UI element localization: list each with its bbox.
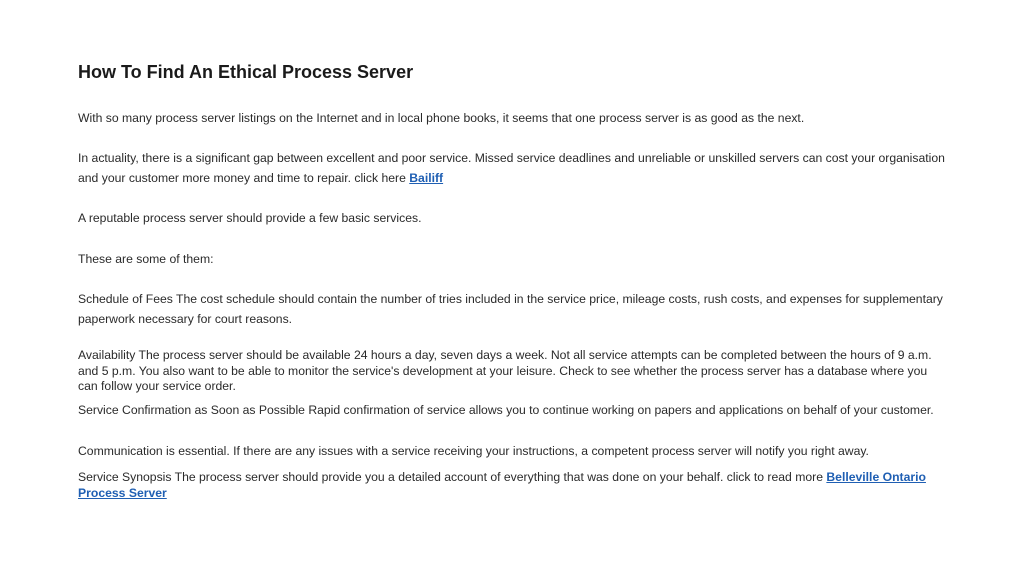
page-title: How To Find An Ethical Process Server (78, 62, 414, 82)
service-synopsis-text: Service Synopsis The process server should provide you a detailed account of everything that was done on your behalf. click to read more (78, 470, 827, 484)
some-of-them-paragraph: These are some of them: (78, 252, 214, 266)
schedule-of-fees-paragraph: Schedule of Fees The cost schedule should contain the number of tries included in the service price, mileage costs, rush costs, and expenses for supplementary paperwork necessary for court reasons. (78, 292, 943, 326)
bailiff-link[interactable]: Bailiff (409, 171, 444, 185)
belleville-process-server-link[interactable]: Belleville Ontario Process Server (78, 470, 926, 500)
intro-paragraph: With so many process server listings on the Internet and in local phone books, it seems that one process server is as good as the next. (78, 111, 805, 125)
communication-paragraph: Communication is essential. If there are any issues with a service receiving your instructions, a competent process server will notify you right away. (78, 444, 869, 458)
service-synopsis-paragraph (78, 470, 946, 501)
reputable-server-paragraph: A reputable process server should provide a few basic services. (78, 211, 422, 225)
availability-paragraph: Availability The process server should be available 24 hours a day, seven days a week. Not all service attempts can be completed between the hours of 9 a.m. and 5 p.m. You also want to be able to monitor the service's development at your leisure. Check to see whether the process server has a database where you can follow your service order. (78, 348, 932, 393)
service-confirmation-paragraph: Service Confirmation as Soon as Possible Rapid confirmation of service allows you to continue working on papers and applications on behalf of your customer. (78, 403, 934, 417)
service-gap-text: In actuality, there is a significant gap between excellent and poor service. Missed service deadlines and unreliable or unskilled servers can cost your organisation and your customer more money and time to repair. click here (78, 151, 945, 185)
service-gap-paragraph (78, 148, 946, 188)
